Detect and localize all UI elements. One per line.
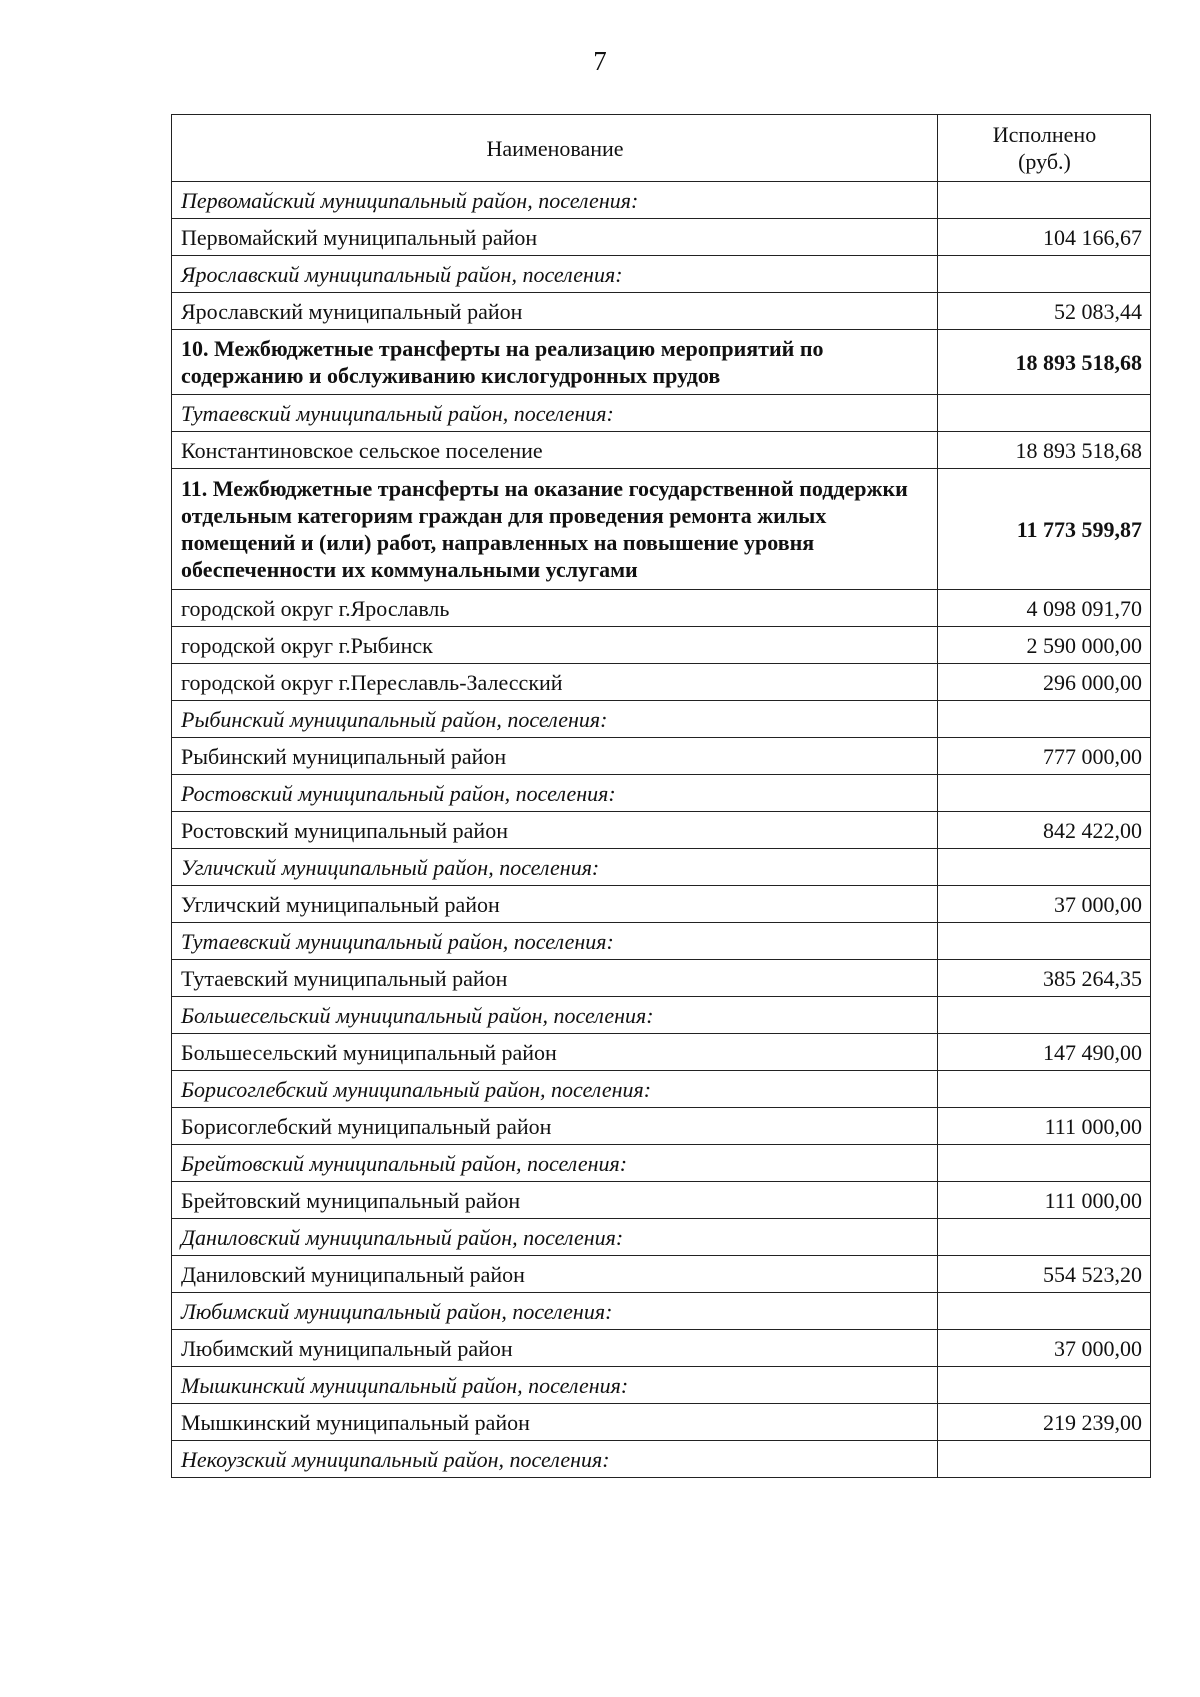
table-row <box>172 1182 1151 1219</box>
section-row <box>172 469 1151 590</box>
row-value <box>938 923 1151 960</box>
table-body <box>172 182 1151 1478</box>
table-header <box>172 115 1151 182</box>
row-value <box>938 256 1151 293</box>
table-row <box>172 1108 1151 1145</box>
table-row <box>172 664 1151 701</box>
row-value <box>938 1367 1151 1404</box>
row-value: 11 773 599,87 <box>938 469 1151 590</box>
region-header-row <box>172 1441 1151 1478</box>
row-name: Первомайский муниципальный район <box>172 219 938 256</box>
page-number: 7 <box>593 46 607 76</box>
row-value: 104 166,67 <box>938 219 1151 256</box>
row-name: Борисоглебский муниципальный район, поселения: <box>172 1071 938 1108</box>
row-value: 52 083,44 <box>938 293 1151 330</box>
table-row <box>172 1256 1151 1293</box>
table-row <box>172 738 1151 775</box>
table-row <box>172 1034 1151 1071</box>
row-value: 554 523,20 <box>938 1256 1151 1293</box>
row-name: Тутаевский муниципальный район, поселения: <box>172 395 938 432</box>
row-name: Даниловский муниципальный район, поселения: <box>172 1219 938 1256</box>
table-row <box>172 812 1151 849</box>
table-row <box>172 1404 1151 1441</box>
table-row <box>172 960 1151 997</box>
row-value: 385 264,35 <box>938 960 1151 997</box>
table-row <box>172 627 1151 664</box>
row-value: 842 422,00 <box>938 812 1151 849</box>
region-header-row <box>172 1293 1151 1330</box>
row-name: Рыбинский муниципальный район, поселения: <box>172 701 938 738</box>
section-row <box>172 330 1151 395</box>
row-name: 11. Межбюджетные трансферты на оказание государственной поддержки отдельным категориям граждан для проведения ремонта жилых помещений и (или) работ, направленных на повышение уровня обеспеченности их коммунальными услугами <box>172 469 938 590</box>
row-name: Некоузский муниципальный район, поселения: <box>172 1441 938 1478</box>
row-value: 111 000,00 <box>938 1108 1151 1145</box>
row-name: Константиновское сельское поселение <box>172 432 938 469</box>
row-name: Брейтовский муниципальный район, поселения: <box>172 1145 938 1182</box>
region-header-row <box>172 256 1151 293</box>
table-row <box>172 293 1151 330</box>
table-row <box>172 1330 1151 1367</box>
region-header-row <box>172 1145 1151 1182</box>
row-name: городской округ г.Ярославль <box>172 590 938 627</box>
row-value: 147 490,00 <box>938 1034 1151 1071</box>
table-row <box>172 219 1151 256</box>
region-header-row <box>172 1071 1151 1108</box>
region-header-row <box>172 849 1151 886</box>
row-name: Ярославский муниципальный район, поселения: <box>172 256 938 293</box>
region-header-row <box>172 923 1151 960</box>
table-row <box>172 886 1151 923</box>
row-name: Рыбинский муниципальный район <box>172 738 938 775</box>
row-name: Любимский муниципальный район, поселения: <box>172 1293 938 1330</box>
row-name: Ростовский муниципальный район <box>172 812 938 849</box>
row-value: 18 893 518,68 <box>938 432 1151 469</box>
row-value: 37 000,00 <box>938 1330 1151 1367</box>
row-name: Большесельский муниципальный район <box>172 1034 938 1071</box>
row-value: 37 000,00 <box>938 886 1151 923</box>
region-header-row <box>172 701 1151 738</box>
row-name: Мышкинский муниципальный район, поселения: <box>172 1367 938 1404</box>
row-name: Мышкинский муниципальный район <box>172 1404 938 1441</box>
region-header-row <box>172 395 1151 432</box>
row-value <box>938 701 1151 738</box>
row-value: 219 239,00 <box>938 1404 1151 1441</box>
row-name: 10. Межбюджетные трансферты на реализацию мероприятий по содержанию и обслуживанию кислогудронных прудов <box>172 330 938 395</box>
row-value: 111 000,00 <box>938 1182 1151 1219</box>
row-name: Брейтовский муниципальный район <box>172 1182 938 1219</box>
header-name: Наименование <box>172 115 938 182</box>
row-value: 2 590 000,00 <box>938 627 1151 664</box>
row-value <box>938 1071 1151 1108</box>
header-value-line1: Исполнено <box>992 122 1097 147</box>
row-name: Тутаевский муниципальный район <box>172 960 938 997</box>
row-name: Угличский муниципальный район <box>172 886 938 923</box>
row-value <box>938 1145 1151 1182</box>
row-value <box>938 775 1151 812</box>
header-value <box>938 115 1151 182</box>
row-name: Даниловский муниципальный район <box>172 1256 938 1293</box>
row-value <box>938 849 1151 886</box>
row-value: 18 893 518,68 <box>938 330 1151 395</box>
region-header-row <box>172 997 1151 1034</box>
row-name: Угличский муниципальный район, поселения: <box>172 849 938 886</box>
row-value <box>938 1441 1151 1478</box>
row-value <box>938 1219 1151 1256</box>
header-row <box>172 115 1151 182</box>
table-row <box>172 590 1151 627</box>
row-value: 296 000,00 <box>938 664 1151 701</box>
row-value <box>938 997 1151 1034</box>
row-name: Ростовский муниципальный район, поселения: <box>172 775 938 812</box>
row-name: Большесельский муниципальный район, поселения: <box>172 997 938 1034</box>
row-value <box>938 182 1151 219</box>
region-header-row <box>172 775 1151 812</box>
row-name: Ярославский муниципальный район <box>172 293 938 330</box>
row-name: городской округ г.Переславль-Залесский <box>172 664 938 701</box>
row-value: 4 098 091,70 <box>938 590 1151 627</box>
row-name: Борисоглебский муниципальный район <box>172 1108 938 1145</box>
region-header-row <box>172 182 1151 219</box>
table-row <box>172 432 1151 469</box>
region-header-row <box>172 1219 1151 1256</box>
header-value-line2: (руб.) <box>1018 149 1071 174</box>
row-name: Первомайский муниципальный район, поселения: <box>172 182 938 219</box>
row-name: городской округ г.Рыбинск <box>172 627 938 664</box>
row-value <box>938 1293 1151 1330</box>
region-header-row <box>172 1367 1151 1404</box>
row-value: 777 000,00 <box>938 738 1151 775</box>
row-name: Тутаевский муниципальный район, поселения: <box>172 923 938 960</box>
budget-table <box>171 114 1151 1478</box>
row-name: Любимский муниципальный район <box>172 1330 938 1367</box>
row-value <box>938 395 1151 432</box>
